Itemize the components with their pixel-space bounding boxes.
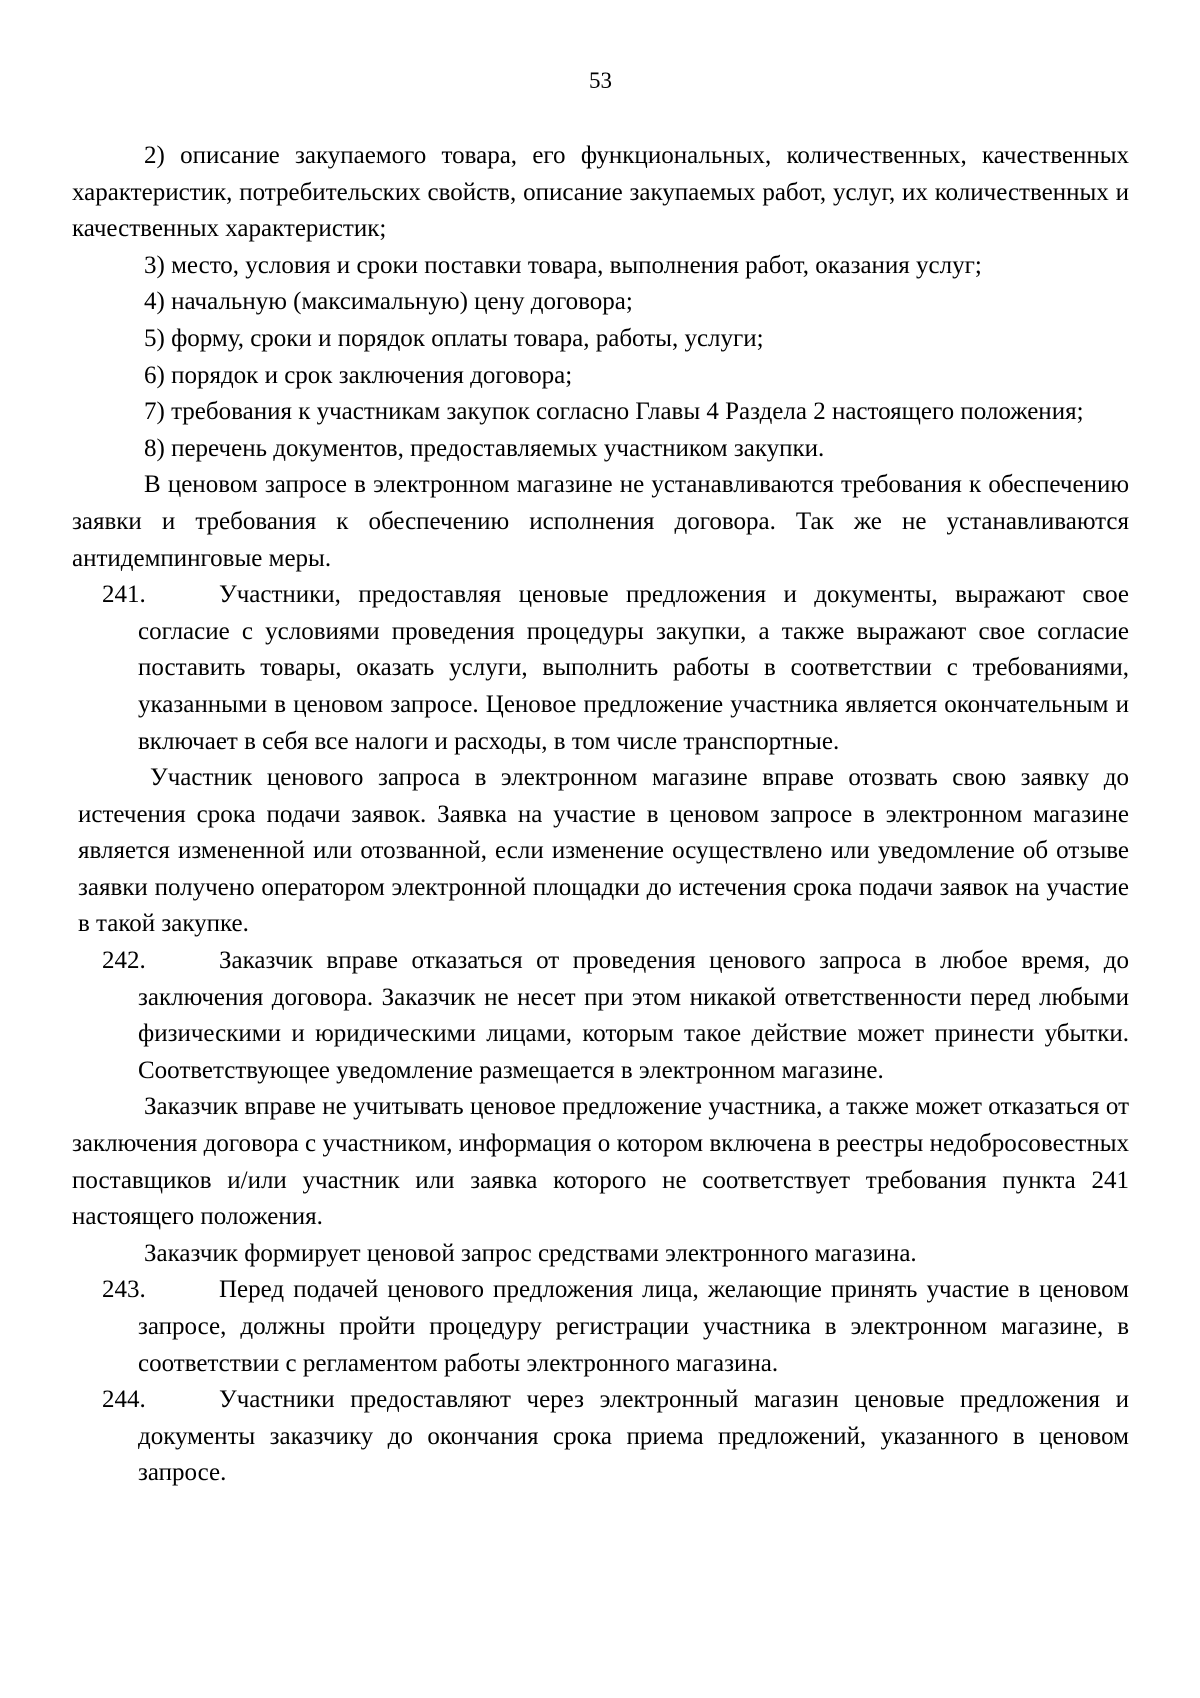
paragraph-item-7: 7) требования к участникам закупок согласно Главы 4 Раздела 2 настоящего положения; [144,398,1084,426]
numbered-clause-242 [102,943,1129,1089]
paragraph-disregard: Заказчик вправе не учитывать ценовое предложение участника, а также может отказаться от заключения договора с участником, информация о котором включена в реестры недобросовестных поставщиков и/или участник или заявка которого не соответствует требования пункта 241 настоящего положения. [72,1093,1129,1231]
clause-text: Перед подачей ценового предложения лица, желающие принять участие в ценовом запросе, должны пройти процедуру регистрации участника в электронном магазине, в соответствии с регламентом работы электронного магазина. [138,1276,1129,1377]
paragraph-item-3: 3) место, условия и сроки поставки товара, выполнения работ, оказания услуг; [144,251,982,279]
clause-text: Заказчик вправе отказаться от проведения ценового запроса в любое время, до заключения договора. Заказчик не несет при этом никакой ответственности перед любыми физическими и юридическими лицами, которым такое действие может принести убытки. Соответствующее уведомление размещается в электронном магазине. [138,947,1129,1084]
clause-number: 244. [102,1386,146,1414]
clause-text: Участники, предоставляя ценовые предложения и документы, выражают свое согласие с условиями проведения процедуры закупки, а также выражают свое согласие поставить товары, оказать услуги, выполнить работы в соответствии с требованиями, указанными в ценовом запросе. Ценовое предложение участника является окончательным и включает в себя все налоги и расходы, в том числе транспортные. [138,581,1129,755]
numbered-clause-241 [102,577,1129,760]
paragraph-security-note: В ценовом запросе в электронном магазине не устанавливаются требования к обеспечению заявки и требования к обеспечению исполнения договора. Так же не устанавливаются антидемпинговые меры. [72,471,1129,572]
paragraph-item-6: 6) порядок и срок заключения договора; [144,361,573,389]
paragraph-withdrawal: Участник ценового запроса в электронном магазине вправе отозвать свою заявку до истечения срока подачи заявок. Заявка на участие в ценовом запросе в электронном магазине является измененной или отозванной, если изменение осуществлено или уведомление об отзыве заявки получено оператором электронной площадки до истечения срока подачи заявок на участие в такой закупке. [78,764,1129,938]
document-body [72,138,1129,1492]
paragraph-item-4: 4) начальную (максимальную) цену договора; [144,288,633,316]
paragraph-item-8: 8) перечень документов, предоставляемых участником закупки. [144,434,825,462]
clause-number: 241. [102,581,146,609]
numbered-clause-243 [102,1272,1129,1382]
paragraph-item-2: 2) описание закупаемого товара, его функциональных, количественных, качественных характеристик, потребительских свойств, описание закупаемых работ, услуг, их количественных и качественных характеристик; [72,142,1129,243]
paragraph-formation: Заказчик формирует ценовой запрос средствами электронного магазина. [144,1239,917,1267]
paragraph-item-5: 5) форму, сроки и порядок оплаты товара, работы, услуги; [144,324,764,352]
page-number: 53 [589,68,612,93]
clause-number: 242. [102,947,146,975]
clause-number: 243. [102,1276,146,1304]
numbered-clause-244 [102,1382,1129,1492]
clause-text: Участники предоставляют через электронный магазин ценовые предложения и документы заказчику до окончания срока приема предложений, указанного в ценовом запросе. [138,1386,1129,1487]
